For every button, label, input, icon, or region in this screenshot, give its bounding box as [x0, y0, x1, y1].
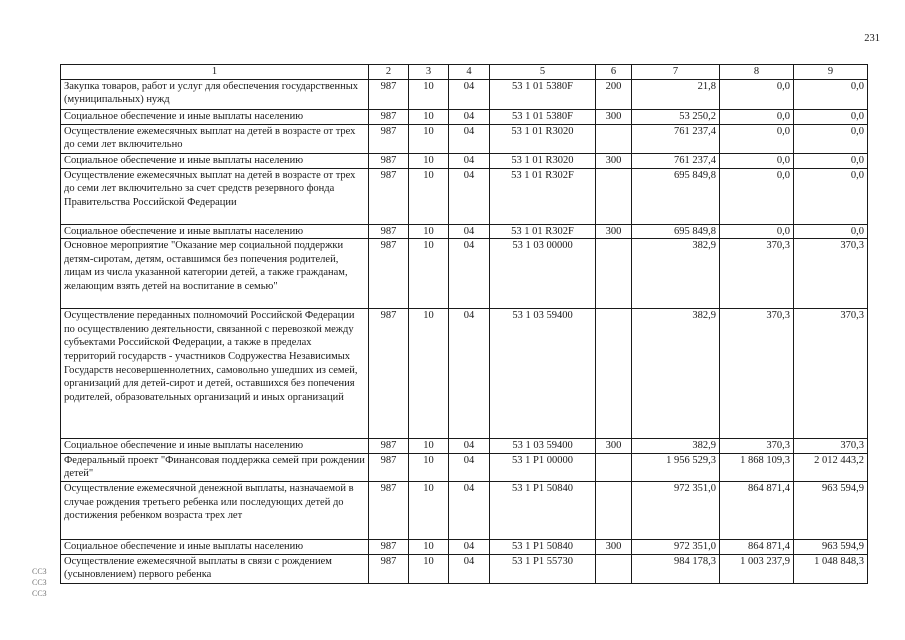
header-row	[61, 65, 868, 80]
section-cell: 10	[409, 224, 449, 239]
subsection-cell: 04	[449, 79, 490, 109]
column-header: 5	[490, 65, 596, 80]
ministry-code-cell: 987	[369, 79, 409, 109]
amount-col9-cell: 963 594,9	[794, 539, 868, 554]
amount-col7-cell: 972 351,0	[632, 481, 720, 539]
section-cell: 10	[409, 453, 449, 481]
expense-type-cell: 300	[596, 109, 632, 124]
expense-type-cell	[596, 453, 632, 481]
target-article-cell: 53 1 P1 50840	[490, 481, 596, 539]
subsection-cell: 04	[449, 309, 490, 439]
section-cell: 10	[409, 309, 449, 439]
target-article-cell: 53 1 01 R302F	[490, 224, 596, 239]
section-cell: 10	[409, 168, 449, 224]
section-cell: 10	[409, 79, 449, 109]
amount-col7-cell: 761 237,4	[632, 124, 720, 153]
amount-col9-cell: 370,3	[794, 309, 868, 439]
page-number: 231	[864, 33, 880, 44]
amount-col8-cell: 864 871,4	[720, 481, 794, 539]
row-name-cell: Социальное обеспечение и иные выплаты населению	[61, 539, 369, 554]
table-row	[61, 554, 868, 583]
expense-type-cell	[596, 168, 632, 224]
column-header: 1	[61, 65, 369, 80]
ministry-code-cell: 987	[369, 224, 409, 239]
amount-col7-cell: 695 849,8	[632, 168, 720, 224]
amount-col8-cell: 0,0	[720, 124, 794, 153]
expense-type-cell: 300	[596, 539, 632, 554]
expense-type-cell: 200	[596, 79, 632, 109]
target-article-cell: 53 1 01 5380F	[490, 109, 596, 124]
ministry-code-cell: 987	[369, 309, 409, 439]
amount-col8-cell: 1 868 109,3	[720, 453, 794, 481]
table-row	[61, 224, 868, 239]
amount-col7-cell: 382,9	[632, 239, 720, 309]
amount-col9-cell: 0,0	[794, 109, 868, 124]
target-article-cell: 53 1 P1 50840	[490, 539, 596, 554]
subsection-cell: 04	[449, 554, 490, 583]
ministry-code-cell: 987	[369, 439, 409, 454]
expense-type-cell: 300	[596, 439, 632, 454]
margin-mark: ССЗ	[32, 578, 47, 587]
amount-col8-cell: 0,0	[720, 168, 794, 224]
amount-col8-cell: 370,3	[720, 239, 794, 309]
row-name-cell: Социальное обеспечение и иные выплаты населению	[61, 439, 369, 454]
expense-type-cell: 300	[596, 224, 632, 239]
row-name-cell: Осуществление переданных полномочий Российской Федерации по осуществлению деятельности, связанной с перевозкой между субъектами Российской Федерации, а также в пределах территорий государств - участников Содружества Независимых Государств несовершеннолетних, самовольно ушедших из семей, организаций для детей-сирот и детей, оставшихся без попечения родителей, образовательных организаций и иных организаций	[61, 309, 369, 439]
row-name-cell: Осуществление ежемесячной выплаты в связи с рождением (усыновлением) первого ребенка	[61, 554, 369, 583]
table-row	[61, 168, 868, 224]
amount-col7-cell: 761 237,4	[632, 153, 720, 168]
amount-col7-cell: 382,9	[632, 309, 720, 439]
table-row	[61, 481, 868, 539]
column-header: 7	[632, 65, 720, 80]
row-name-cell: Социальное обеспечение и иные выплаты населению	[61, 224, 369, 239]
row-name-cell: Федеральный проект "Финансовая поддержка семей при рождении детей"	[61, 453, 369, 481]
target-article-cell: 53 1 P1 00000	[490, 453, 596, 481]
table-row	[61, 439, 868, 454]
row-name-cell: Социальное обеспечение и иные выплаты населению	[61, 153, 369, 168]
ministry-code-cell: 987	[369, 168, 409, 224]
column-header: 2	[369, 65, 409, 80]
subsection-cell: 04	[449, 224, 490, 239]
amount-col7-cell: 972 351,0	[632, 539, 720, 554]
table-row	[61, 539, 868, 554]
expense-type-cell	[596, 481, 632, 539]
row-name-cell: Осуществление ежемесячных выплат на детей в возрасте от трех до семи лет включительно за счет средств резервного фонда Правительства Российской Федерации	[61, 168, 369, 224]
table-row	[61, 109, 868, 124]
amount-col9-cell: 0,0	[794, 168, 868, 224]
margin-mark: ССЗ	[32, 567, 47, 576]
ministry-code-cell: 987	[369, 481, 409, 539]
ministry-code-cell: 987	[369, 109, 409, 124]
target-article-cell: 53 1 01 R3020	[490, 124, 596, 153]
row-name-cell: Социальное обеспечение и иные выплаты населению	[61, 109, 369, 124]
target-article-cell: 53 1 03 59400	[490, 309, 596, 439]
row-name-cell: Закупка товаров, работ и услуг для обеспечения государственных (муниципальных) нужд	[61, 79, 369, 109]
table-row	[61, 79, 868, 109]
row-name-cell: Основное мероприятие "Оказание мер социальной поддержки детям-сиротам, детям, оставшимся без попечения родителей, лицам из числа указанной категории детей, а также гражданам, желающим взять детей на воспитание в семью"	[61, 239, 369, 309]
target-article-cell: 53 1 01 5380F	[490, 79, 596, 109]
amount-col9-cell: 370,3	[794, 239, 868, 309]
subsection-cell: 04	[449, 439, 490, 454]
expense-type-cell	[596, 309, 632, 439]
amount-col7-cell: 984 178,3	[632, 554, 720, 583]
subsection-cell: 04	[449, 153, 490, 168]
expense-type-cell	[596, 554, 632, 583]
amount-col7-cell: 695 849,8	[632, 224, 720, 239]
amount-col9-cell: 0,0	[794, 79, 868, 109]
table-row	[61, 124, 868, 153]
target-article-cell: 53 1 03 00000	[490, 239, 596, 309]
table-row	[61, 453, 868, 481]
expense-type-cell	[596, 124, 632, 153]
amount-col9-cell: 0,0	[794, 153, 868, 168]
subsection-cell: 04	[449, 539, 490, 554]
amount-col8-cell: 0,0	[720, 109, 794, 124]
ministry-code-cell: 987	[369, 539, 409, 554]
column-header: 6	[596, 65, 632, 80]
section-cell: 10	[409, 239, 449, 309]
section-cell: 10	[409, 481, 449, 539]
section-cell: 10	[409, 554, 449, 583]
subsection-cell: 04	[449, 168, 490, 224]
subsection-cell: 04	[449, 453, 490, 481]
target-article-cell: 53 1 01 R302F	[490, 168, 596, 224]
ministry-code-cell: 987	[369, 153, 409, 168]
column-header: 4	[449, 65, 490, 80]
amount-col9-cell: 0,0	[794, 224, 868, 239]
ministry-code-cell: 987	[369, 124, 409, 153]
amount-col8-cell: 370,3	[720, 309, 794, 439]
section-cell: 10	[409, 109, 449, 124]
expense-type-cell	[596, 239, 632, 309]
ministry-code-cell: 987	[369, 453, 409, 481]
amount-col9-cell: 1 048 848,3	[794, 554, 868, 583]
amount-col8-cell: 864 871,4	[720, 539, 794, 554]
row-name-cell: Осуществление ежемесячных выплат на детей в возрасте от трех до семи лет включительно	[61, 124, 369, 153]
subsection-cell: 04	[449, 239, 490, 309]
amount-col9-cell: 370,3	[794, 439, 868, 454]
section-cell: 10	[409, 153, 449, 168]
amount-col8-cell: 370,3	[720, 439, 794, 454]
subsection-cell: 04	[449, 124, 490, 153]
amount-col8-cell: 0,0	[720, 224, 794, 239]
margin-stamp-marks	[32, 566, 47, 599]
amount-col7-cell: 1 956 529,3	[632, 453, 720, 481]
table-row	[61, 309, 868, 439]
amount-col9-cell: 963 594,9	[794, 481, 868, 539]
amount-col9-cell: 2 012 443,2	[794, 453, 868, 481]
expense-type-cell: 300	[596, 153, 632, 168]
budget-table	[60, 64, 868, 584]
target-article-cell: 53 1 01 R3020	[490, 153, 596, 168]
margin-mark: ССЗ	[32, 589, 47, 598]
subsection-cell: 04	[449, 481, 490, 539]
amount-col7-cell: 53 250,2	[632, 109, 720, 124]
amount-col7-cell: 21,8	[632, 79, 720, 109]
column-header: 9	[794, 65, 868, 80]
column-header: 3	[409, 65, 449, 80]
column-header: 8	[720, 65, 794, 80]
amount-col8-cell: 0,0	[720, 153, 794, 168]
table-row	[61, 239, 868, 309]
section-cell: 10	[409, 439, 449, 454]
amount-col8-cell: 1 003 237,9	[720, 554, 794, 583]
amount-col9-cell: 0,0	[794, 124, 868, 153]
ministry-code-cell: 987	[369, 554, 409, 583]
target-article-cell: 53 1 P1 55730	[490, 554, 596, 583]
section-cell: 10	[409, 124, 449, 153]
target-article-cell: 53 1 03 59400	[490, 439, 596, 454]
section-cell: 10	[409, 539, 449, 554]
subsection-cell: 04	[449, 109, 490, 124]
ministry-code-cell: 987	[369, 239, 409, 309]
amount-col7-cell: 382,9	[632, 439, 720, 454]
table-row	[61, 153, 868, 168]
row-name-cell: Осуществление ежемесячной денежной выплаты, назначаемой в случае рождения третьего ребенка или последующих детей до достижения ребенком возраста трех лет	[61, 481, 369, 539]
amount-col8-cell: 0,0	[720, 79, 794, 109]
